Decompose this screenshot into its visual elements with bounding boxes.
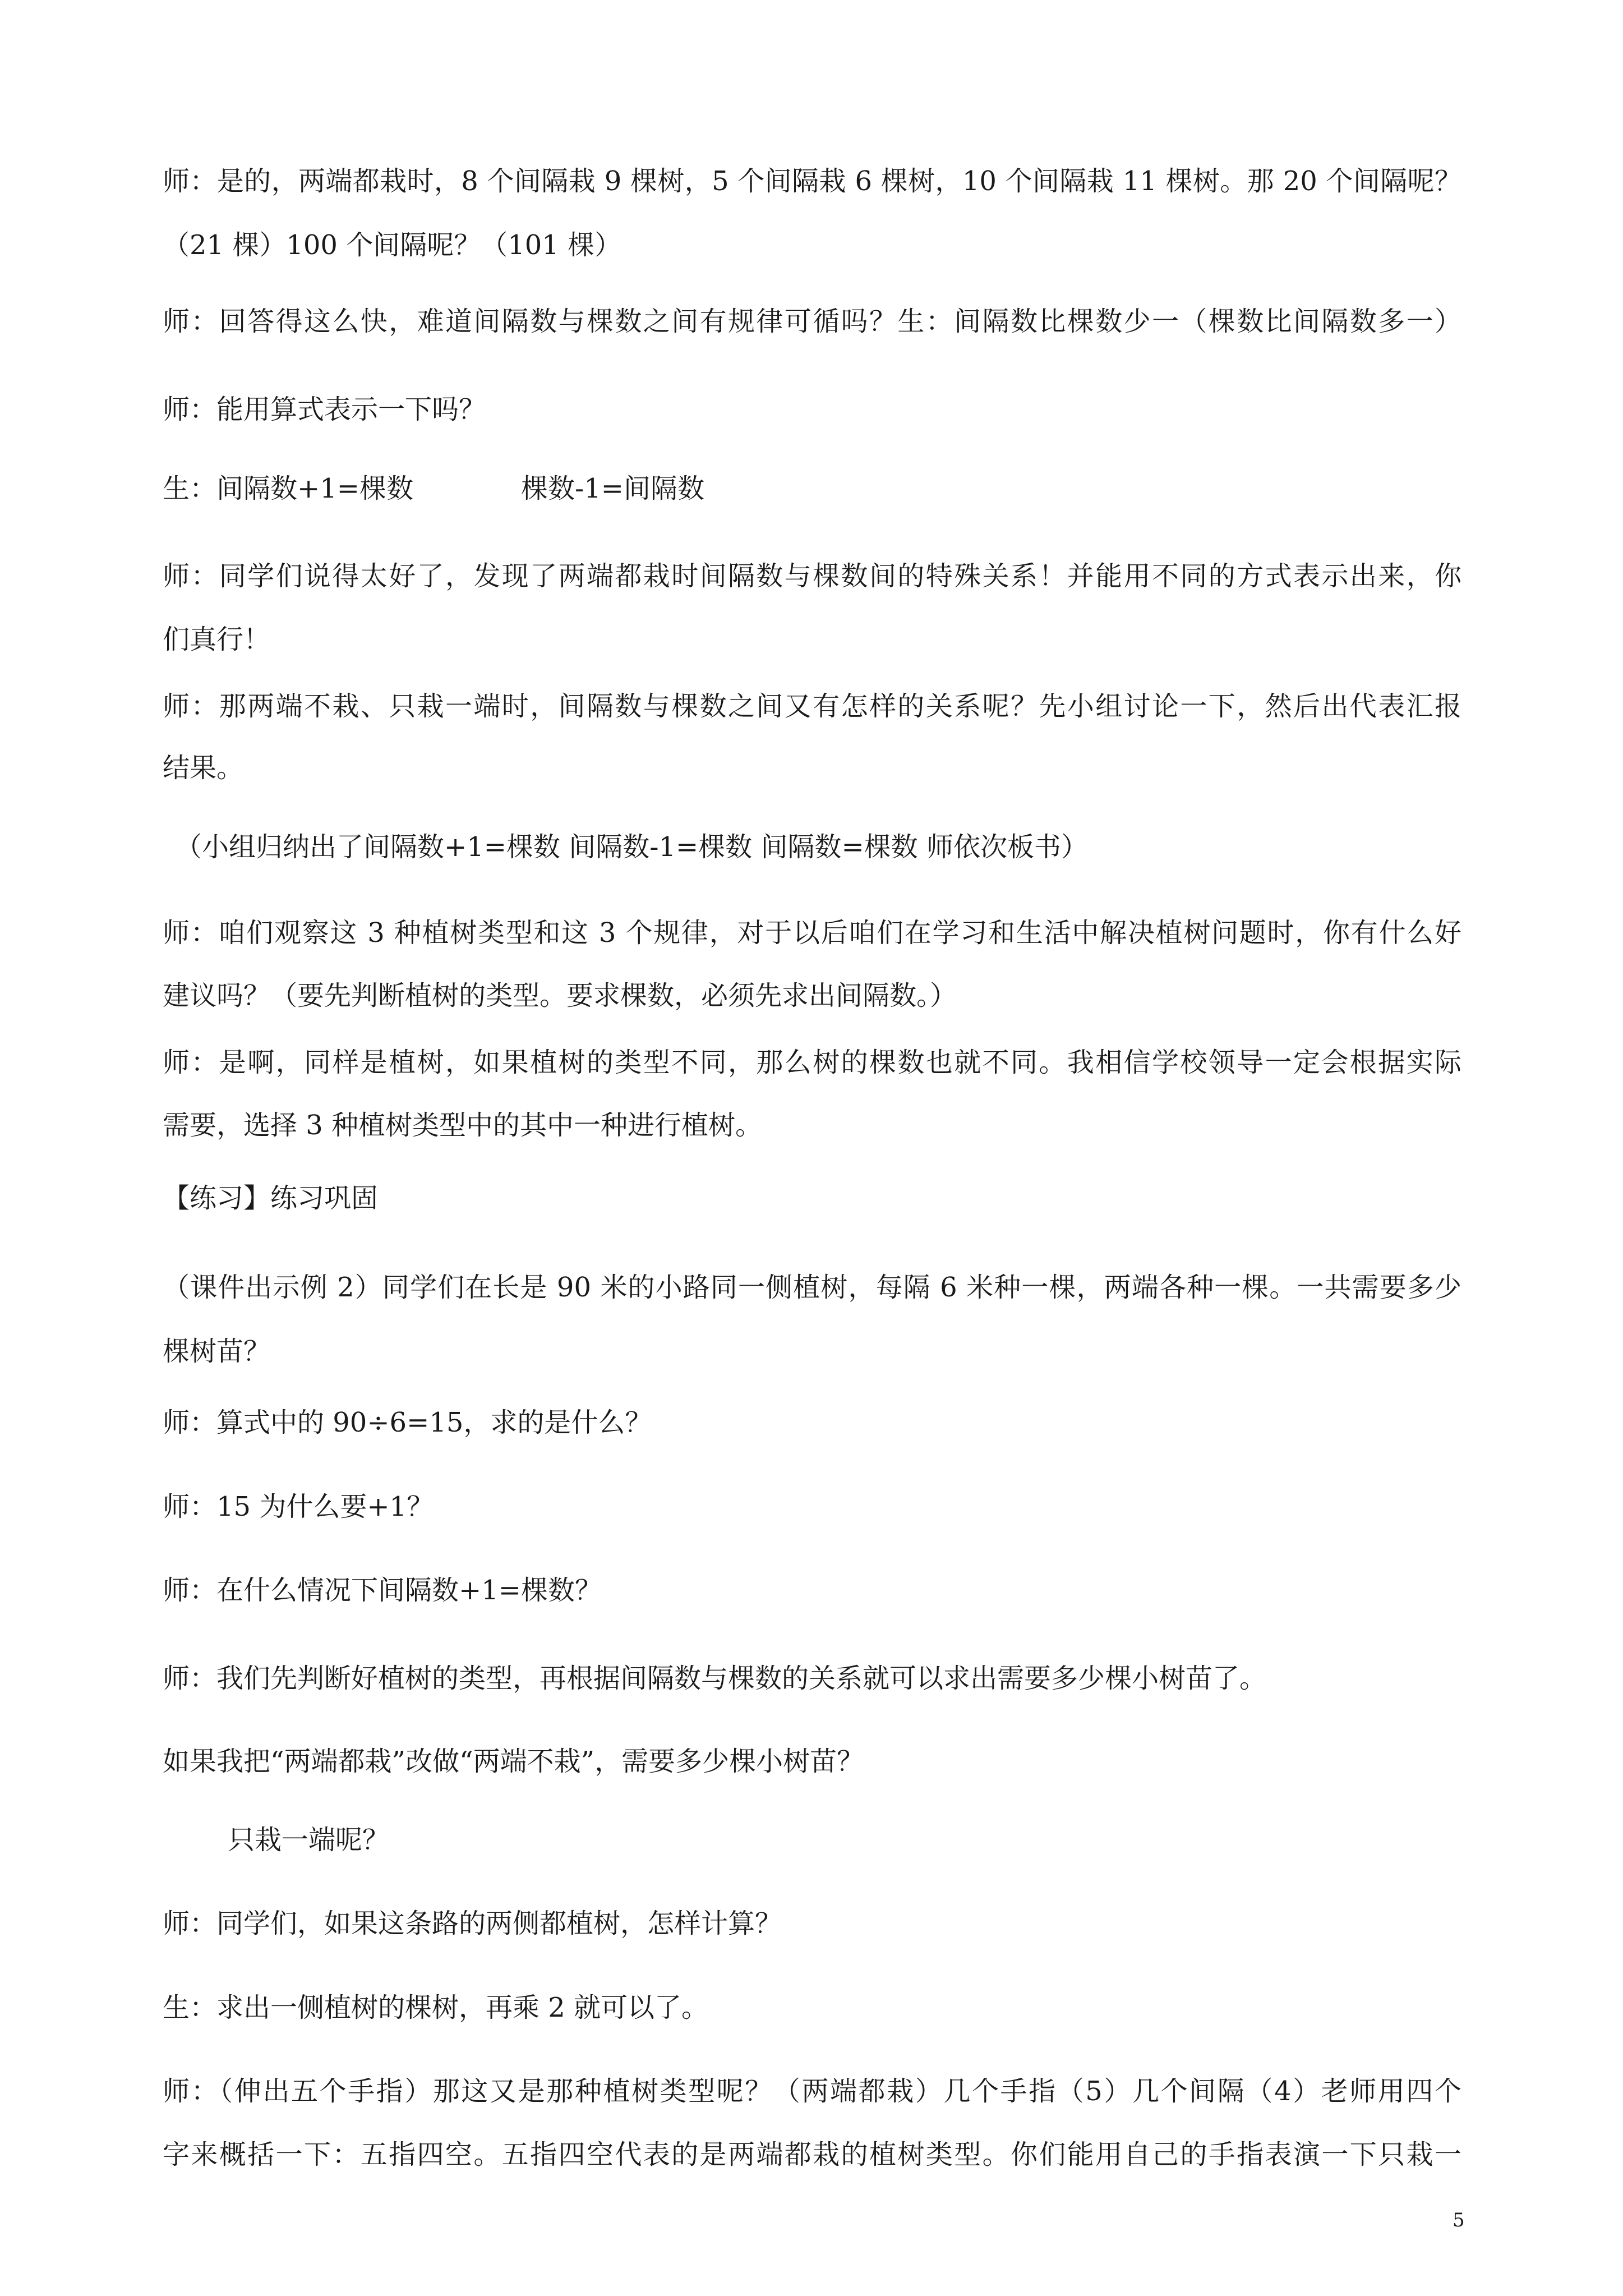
- paragraph-9-line-1: 师：是啊，同样是植树，如果植树的类型不同，那么树的棵数也就不同。我相信学校领导一定会根据实际: [163, 1047, 1461, 1078]
- paragraph-12-line-1: 师：算式中的 90÷6=15，求的是什么？: [163, 1407, 652, 1438]
- paragraph-8-line-2: 建议吗？（要先判断植树的类型。要求棵数，必须先求出间隔数。）: [163, 980, 957, 1011]
- paragraph-14-line-1: 师：在什么情况下间隔数+1=棵数？: [163, 1575, 602, 1606]
- paragraph-6-line-2: 结果。: [163, 752, 244, 784]
- paragraph-7-line-1: （小组归纳出了间隔数+1=棵数 间隔数-1=棵数 间隔数=棵数 师依次板书）: [175, 831, 1088, 863]
- paragraph-8-line-1: 师：咱们观察这 3 种植树类型和这 3 个规律，对于以后咱们在学习和生活中解决植树问题时，你有什么好: [163, 917, 1461, 949]
- paragraph-1-line-2: （21 棵）100 个间隔呢？（101 棵）: [163, 229, 622, 261]
- paragraph-5-line-2: 们真行！: [163, 624, 271, 655]
- paragraph-6-line-1: 师：那两端不栽、只栽一端时，间隔数与棵数之间又有怎样的关系呢？先小组讨论一下，然后出代表汇报: [163, 691, 1461, 722]
- paragraph-19-line-1: 生：求出一侧植树的棵树，再乘 2 就可以了。: [163, 1992, 709, 2023]
- paragraph-20-line-1: 师：（伸出五个手指）那这又是那种植树类型呢？（两端都栽）几个手指（5）几个间隔（4）老师用四个: [163, 2076, 1461, 2107]
- paragraph-13-line-1: 师：15 为什么要+1？: [163, 1491, 434, 1522]
- page-number: 5: [1453, 2209, 1465, 2231]
- exercise-heading: 【练习】练习巩固: [163, 1182, 379, 1214]
- paragraph-11-line-1: （课件出示例 2）同学们在长是 90 米的小路同一侧植树，每隔 6 米种一棵，两端各种一棵。一共需要多少: [163, 1272, 1461, 1303]
- paragraph-18-line-1: 师：同学们，如果这条路的两侧都植树，怎样计算？: [163, 1908, 782, 1939]
- paragraph-20-line-2: 字来概括一下：五指四空。五指四空代表的是两端都栽的植树类型。你们能用自己的手指表演一下只栽一: [163, 2139, 1461, 2170]
- paragraph-5-line-1: 师：同学们说得太好了，发现了两端都栽时间隔数与棵数间的特殊关系！并能用不同的方式表示出来，你: [163, 560, 1461, 592]
- paragraph-17-line-1: 只栽一端呢？: [228, 1824, 390, 1856]
- paragraph-2-line-1: 师：回答得这么快，难道间隔数与棵数之间有规律可循吗？生：间隔数比棵数少一（棵数比间隔数多一）: [163, 306, 1461, 337]
- paragraph-16-line-1: 如果我把“两端都栽”改做“两端不栽”，需要多少棵小树苗？: [163, 1746, 864, 1777]
- paragraph-11-line-2: 棵树苗？: [163, 1336, 271, 1367]
- paragraph-3-line-1: 师：能用算式表示一下吗？: [163, 394, 486, 425]
- paragraph-4-line-1: 生：间隔数+1=棵数 棵数-1=间隔数: [163, 473, 704, 504]
- paragraph-15-line-1: 师：我们先判断好植树的类型，再根据间隔数与棵数的关系就可以求出需要多少棵小树苗了。: [163, 1663, 1267, 1694]
- paragraph-9-line-2: 需要，选择 3 种植树类型中的其中一种进行植树。: [163, 1110, 763, 1141]
- paragraph-1-line-1: 师：是的，两端都栽时，8 个间隔栽 9 棵树，5 个间隔栽 6 棵树，10 个间隔栽 11 棵树。那 20 个间隔呢？: [163, 165, 1461, 197]
